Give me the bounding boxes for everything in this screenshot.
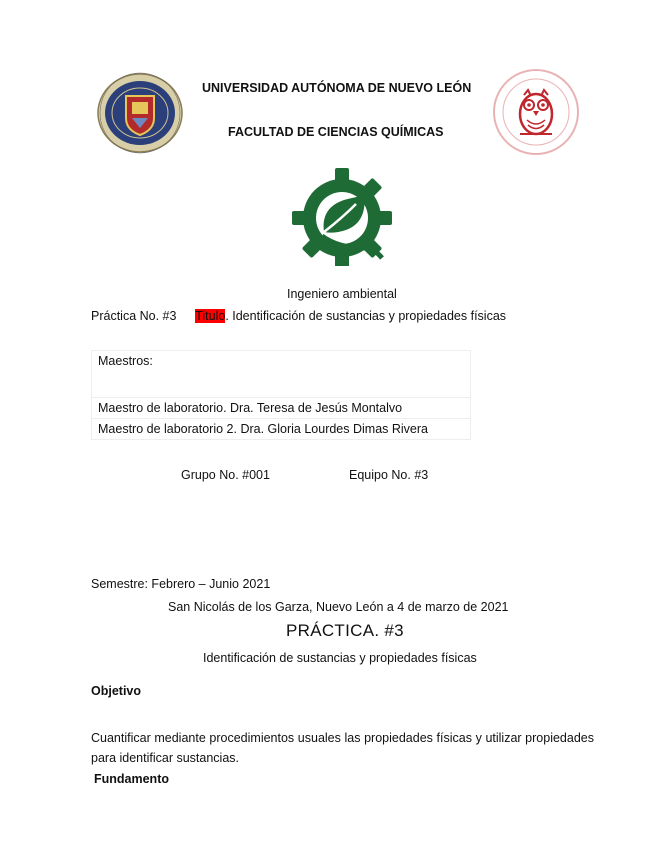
university-name: UNIVERSIDAD AUTÓNOMA DE NUEVO LEÓN bbox=[202, 81, 472, 95]
teachers-heading: Maestros: bbox=[92, 351, 470, 398]
objective-text: Cuantificar mediante procedimientos usuales las propiedades físicas y utilizar propiedades para identificar sustancias. bbox=[91, 731, 594, 765]
fcq-owl-seal-logo bbox=[490, 68, 582, 156]
title-label-highlight: Titulo bbox=[195, 309, 226, 323]
document-subtitle: Identificación de sustancias y propiedades físicas bbox=[203, 651, 477, 665]
career-name: Ingeniero ambiental bbox=[287, 287, 397, 301]
place-date: San Nicolás de los Garza, Nuevo León a 4 de marzo de 2021 bbox=[168, 600, 509, 614]
teacher-row: Maestro de laboratorio 2. Dra. Gloria Lourdes Dimas Rivera bbox=[98, 422, 428, 436]
practice-line bbox=[91, 309, 506, 323]
faculty-name: FACULTAD DE CIENCIAS QUÍMICAS bbox=[228, 125, 444, 139]
objective-heading: Objetivo bbox=[91, 684, 142, 698]
practice-number: Práctica No. #3 bbox=[91, 309, 177, 323]
teachers-table bbox=[91, 350, 471, 440]
document-title: PRÁCTICA. #3 bbox=[286, 621, 404, 640]
team-number: Equipo No. #3 bbox=[349, 468, 429, 482]
practice-title: . Identificación de sustancias y propiedades físicas bbox=[225, 309, 507, 323]
fundamento-heading: Fundamento bbox=[94, 772, 169, 786]
group-number: Grupo No. #001 bbox=[181, 468, 270, 482]
teacher-row: Maestro de laboratorio. Dra. Teresa de Jesús Montalvo bbox=[92, 398, 470, 419]
uanl-seal-logo bbox=[96, 72, 184, 154]
gear-leaf-logo bbox=[286, 168, 400, 266]
semester: Semestre: Febrero – Junio 2021 bbox=[91, 577, 271, 591]
